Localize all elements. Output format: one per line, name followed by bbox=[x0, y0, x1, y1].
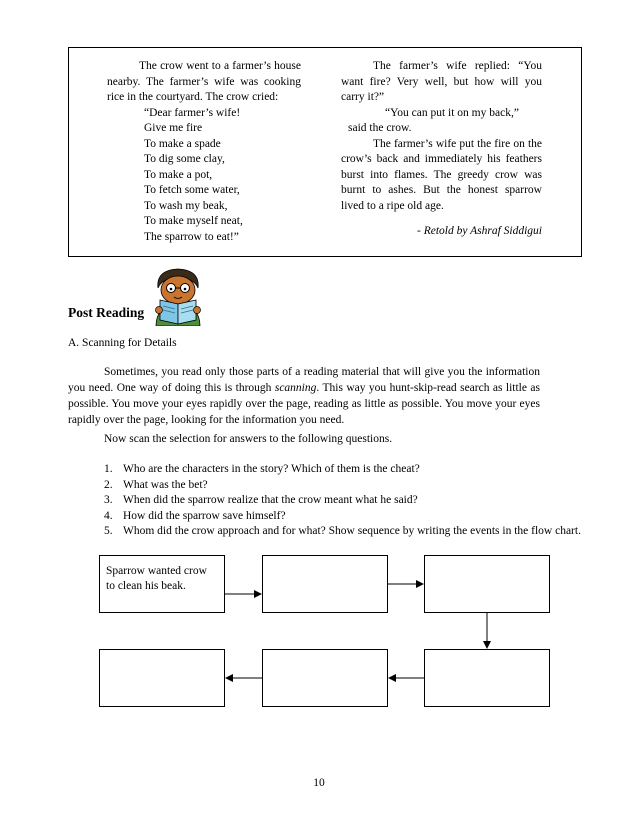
question-item: 3. When did the sparrow realize that the crow meant what he said? bbox=[104, 494, 418, 506]
story-left-intro: The crow went to a farmer’s house nearby. The farmer’s wife was cooking rice in the courtyard. The crow cried: bbox=[107, 60, 301, 103]
question-item: 1. Who are the characters in the story? Which of them is the cheat? bbox=[104, 463, 420, 475]
scan-instruction: Now scan the selection for answers to the following questions. bbox=[104, 433, 393, 445]
page-number: 10 bbox=[313, 777, 325, 789]
para-start: Sometimes, you read only those parts of a reading material that will give you the information you need. One way of doing this is through bbox=[68, 366, 540, 394]
poem-line: To make a pot, bbox=[144, 168, 213, 181]
story-right-said: said the crow. bbox=[348, 122, 412, 134]
poem-line: To make myself neat, bbox=[144, 215, 243, 227]
scanning-term: scanning bbox=[274, 382, 317, 394]
question-item: 4. How did the sparrow save himself? bbox=[104, 509, 286, 522]
para-end: . This way you hunt-skip-read search as little as possible. You move your eyes rapidly over the page, reading as little as possible. You move your eyes rapidly over the page, looking for the information you need. bbox=[68, 382, 540, 426]
flow-box-1-text: Sparrow wanted crow to clean his beak. bbox=[106, 565, 207, 592]
poem-line: “Dear farmer’s wife! bbox=[144, 106, 241, 119]
question-item: 5. Whom did the crow approach and for what? Show sequence by writing the events in the flow chart. bbox=[104, 525, 581, 537]
story-right-quote: “You can put it on my back,” bbox=[385, 106, 519, 119]
story-credit: - Retold by Ashraf Siddigui bbox=[416, 225, 542, 237]
post-reading-title: Post Reading bbox=[68, 305, 145, 320]
poem-line: To dig some clay, bbox=[144, 153, 225, 165]
question-item: 2. What was the bet? bbox=[104, 478, 208, 491]
poem-line: To wash my beak, bbox=[144, 199, 228, 212]
story-right-para1: The farmer’s wife replied: “You want fire? Very well, but how will you carry it?” bbox=[341, 60, 542, 103]
section-a-heading: A. Scanning for Details bbox=[68, 337, 177, 349]
poem-line: To fetch some water, bbox=[144, 184, 240, 196]
poem-line: Give me fire bbox=[144, 122, 203, 134]
poem-line: The sparrow to eat!” bbox=[144, 230, 239, 243]
poem-line: To make a spade bbox=[144, 137, 221, 150]
story-right-para3: The farmer’s wife put the fire on the crow’s back and immediately his feathers burst into flames. The greedy crow was burnt to ashes. But the honest sparrow lived to a ripe old age. bbox=[341, 137, 542, 212]
